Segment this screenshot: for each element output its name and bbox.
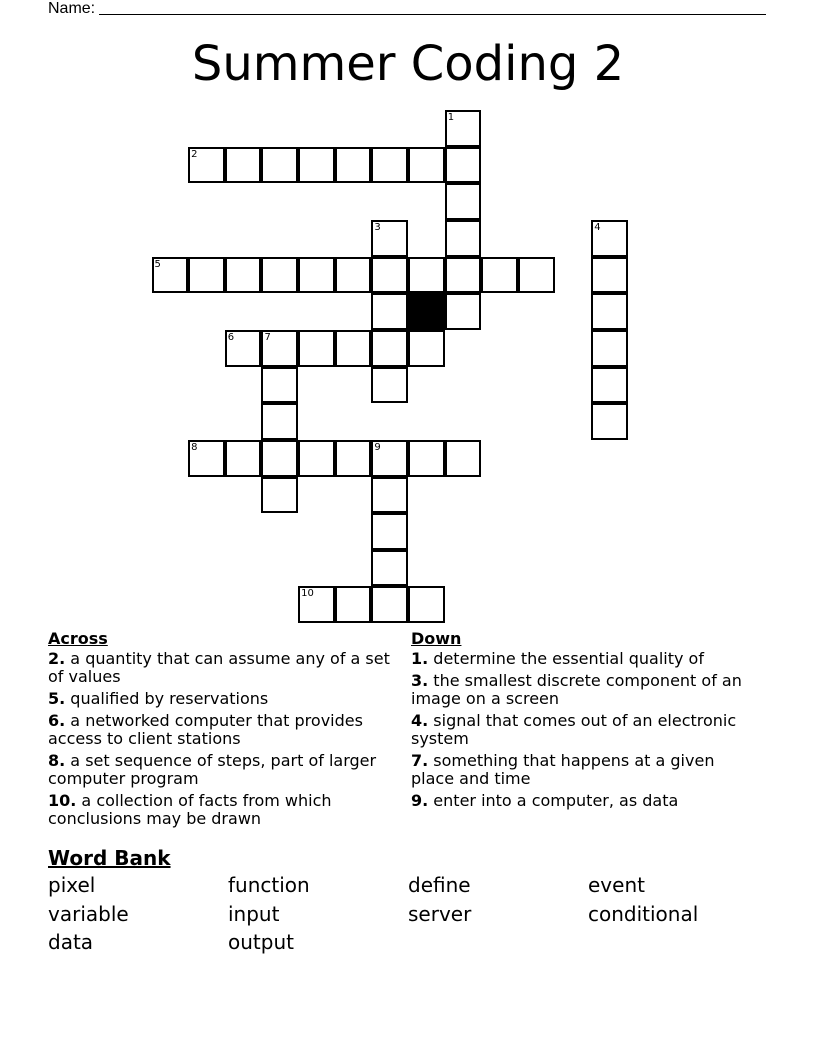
word-bank-word: conditional bbox=[588, 901, 699, 926]
name-label: Name: bbox=[48, 0, 96, 17]
clue-text: a quantity that can assume any of a set of values bbox=[48, 649, 390, 686]
grid-cell[interactable] bbox=[445, 220, 482, 257]
clue-number: 7 bbox=[264, 331, 271, 343]
clue-number: 2. bbox=[48, 649, 66, 668]
clue-number: 3. bbox=[411, 671, 429, 690]
clue-text: enter into a computer, as data bbox=[428, 791, 679, 810]
grid-cell[interactable] bbox=[371, 257, 408, 294]
grid-cell[interactable] bbox=[445, 183, 482, 220]
grid-cell[interactable] bbox=[261, 330, 298, 367]
grid-cell[interactable] bbox=[371, 513, 408, 550]
word-bank-word: define bbox=[408, 873, 471, 897]
across-clue bbox=[48, 792, 393, 828]
down-clues bbox=[411, 630, 756, 814]
clue-text: signal that comes out of an electronic system bbox=[411, 711, 737, 748]
word-bank-word: pixel bbox=[48, 873, 96, 897]
down-heading: Down bbox=[411, 629, 462, 648]
clue-text: a networked computer that provides access to client stations bbox=[48, 711, 363, 748]
grid-cell[interactable] bbox=[188, 440, 225, 477]
grid-cell[interactable] bbox=[335, 440, 372, 477]
grid-cell[interactable] bbox=[371, 440, 408, 477]
grid-cell[interactable] bbox=[371, 220, 408, 257]
grid-cell[interactable] bbox=[298, 257, 335, 294]
clue-number: 5 bbox=[154, 258, 161, 270]
grid-cell[interactable] bbox=[298, 440, 335, 477]
across-clues bbox=[48, 630, 393, 832]
word-bank-word: data bbox=[48, 930, 94, 954]
grid-cell[interactable] bbox=[591, 293, 628, 330]
grid-cell[interactable] bbox=[335, 330, 372, 367]
grid-cell[interactable] bbox=[445, 293, 482, 330]
grid-cell[interactable] bbox=[261, 147, 298, 184]
clue-number: 1 bbox=[447, 112, 455, 123]
clue-number: 9 bbox=[374, 441, 381, 453]
down-clue bbox=[411, 792, 756, 810]
grid-cell[interactable] bbox=[445, 110, 482, 147]
word-bank-word: output bbox=[228, 930, 294, 954]
clue-text: qualified by reservations bbox=[65, 689, 269, 708]
clue-number: 8 bbox=[191, 441, 198, 453]
clue-number: 8. bbox=[48, 751, 66, 770]
word-bank-word: server bbox=[408, 901, 472, 926]
grid-cell[interactable] bbox=[371, 330, 408, 367]
clue-number: 4 bbox=[594, 221, 601, 233]
across-clue bbox=[48, 690, 393, 708]
grid-cell[interactable] bbox=[335, 586, 372, 623]
page-title: Summer Coding 2 bbox=[191, 36, 625, 92]
word-bank-word: input bbox=[228, 901, 280, 926]
grid-cell[interactable] bbox=[371, 477, 408, 514]
across-heading: Across bbox=[48, 629, 108, 648]
grid-cell[interactable] bbox=[591, 330, 628, 367]
grid-cell[interactable] bbox=[408, 257, 445, 294]
grid-cell[interactable] bbox=[591, 367, 628, 404]
grid-cell[interactable] bbox=[518, 257, 555, 294]
grid-cell[interactable] bbox=[481, 257, 518, 294]
clue-number: 3 bbox=[374, 221, 381, 233]
grid-cell[interactable] bbox=[261, 257, 298, 294]
clue-number: 10. bbox=[48, 791, 77, 810]
grid-cell[interactable] bbox=[261, 403, 298, 440]
grid-cell[interactable] bbox=[371, 550, 408, 587]
grid-cell[interactable] bbox=[371, 293, 408, 330]
clue-number: 2 bbox=[191, 148, 198, 160]
grid-cell[interactable] bbox=[298, 586, 335, 623]
across-clue bbox=[48, 752, 393, 788]
grid-cell[interactable] bbox=[591, 220, 628, 257]
clue-number: 5. bbox=[48, 689, 66, 708]
grid-cell[interactable] bbox=[152, 257, 189, 294]
grid-cell[interactable] bbox=[188, 147, 225, 184]
grid-cell[interactable] bbox=[225, 440, 262, 477]
word-bank-heading: Word Bank bbox=[48, 846, 171, 870]
word-bank-word: function bbox=[228, 873, 310, 897]
grid-cell[interactable] bbox=[335, 257, 372, 294]
grid-cell[interactable] bbox=[371, 586, 408, 623]
clue-text: a set sequence of steps, part of larger computer program bbox=[48, 751, 377, 788]
down-clue bbox=[411, 752, 756, 788]
clue-text: the smallest discrete component of an image on a screen bbox=[411, 671, 742, 708]
grid-cell[interactable] bbox=[261, 477, 298, 514]
down-clue bbox=[411, 650, 756, 668]
grid-cell[interactable] bbox=[225, 330, 262, 367]
grid-cell[interactable] bbox=[445, 147, 482, 184]
black-cell bbox=[408, 293, 445, 330]
grid-cell[interactable] bbox=[335, 147, 372, 184]
grid-cell[interactable] bbox=[408, 147, 445, 184]
clue-number: 4. bbox=[411, 711, 429, 730]
down-clue bbox=[411, 712, 756, 748]
clue-number: 10 bbox=[301, 588, 314, 600]
clue-text: something that happens at a given place and time bbox=[411, 751, 715, 788]
clue-number: 6. bbox=[48, 711, 66, 730]
down-clue bbox=[411, 672, 756, 708]
grid-cell[interactable] bbox=[408, 586, 445, 623]
word-bank-word: event bbox=[588, 873, 645, 897]
grid-cell[interactable] bbox=[225, 147, 262, 184]
grid-cell[interactable] bbox=[591, 403, 628, 440]
grid-cell[interactable] bbox=[408, 330, 445, 367]
word-bank-word: variable bbox=[48, 901, 129, 926]
grid-cell[interactable] bbox=[261, 367, 298, 404]
clue-number: 1. bbox=[411, 649, 429, 668]
grid-cell[interactable] bbox=[298, 147, 335, 184]
across-clue bbox=[48, 650, 393, 686]
grid-cell[interactable] bbox=[298, 330, 335, 367]
clue-number: 6 bbox=[227, 331, 235, 343]
grid-cell[interactable] bbox=[591, 257, 628, 294]
grid-cell[interactable] bbox=[371, 147, 408, 184]
grid-cell[interactable] bbox=[261, 440, 298, 477]
grid-cell[interactable] bbox=[408, 440, 445, 477]
grid-cell[interactable] bbox=[371, 367, 408, 404]
grid-cell[interactable] bbox=[445, 440, 482, 477]
clue-text: a collection of facts from which conclusions may be drawn bbox=[48, 791, 332, 828]
grid-cell[interactable] bbox=[225, 257, 262, 294]
clue-number: 7. bbox=[411, 751, 429, 770]
clue-text: determine the essential quality of bbox=[428, 649, 704, 668]
across-clue bbox=[48, 712, 393, 748]
grid-cell[interactable] bbox=[188, 257, 225, 294]
clue-number: 9. bbox=[411, 791, 429, 810]
grid-cell[interactable] bbox=[445, 257, 482, 294]
